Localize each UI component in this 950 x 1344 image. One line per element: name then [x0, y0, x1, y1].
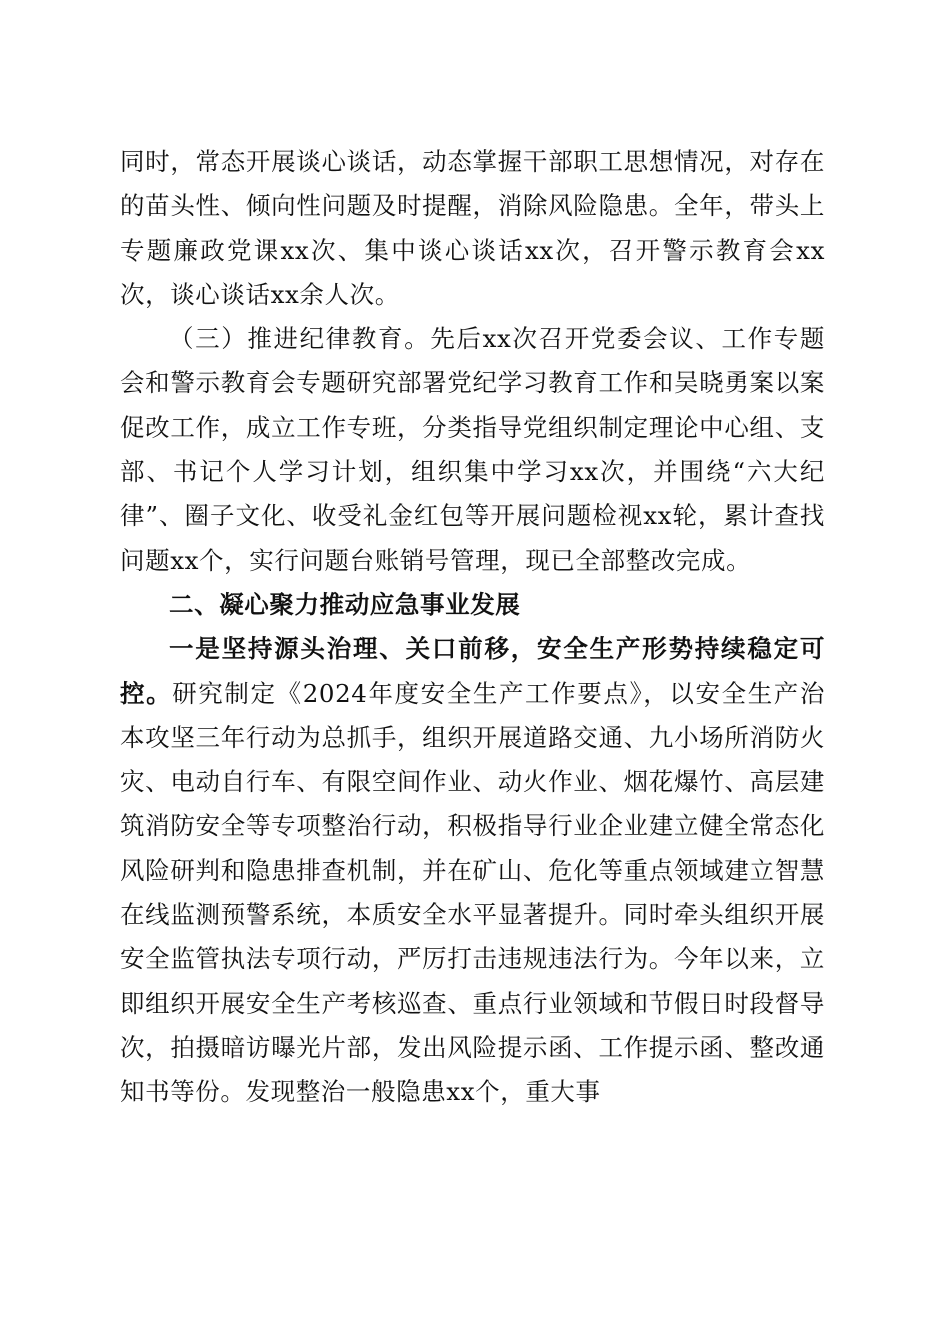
paragraph-lead: （三）推进纪律教育。: [169, 324, 431, 354]
section-heading: 二、凝心聚力推动应急事业发展: [169, 589, 521, 619]
paragraph-lead: 一是坚持源头治理、关口前移，安全生产形势持续稳定可控。: [120, 634, 825, 708]
paragraph-text: 同时，常态开展谈心谈话，动态掌握干部职工思想情况，对存在的苗头性、倾向性问题及时提醒，消除风险隐患。全年，带头上专题廉政党课xx次、集中谈心谈话xx次，召开警示教育会xx次，谈心谈话xx余人次。: [120, 147, 825, 309]
document-body: [120, 140, 825, 1115]
paragraph-talks-summary: [120, 140, 825, 317]
paragraph-text: 研究制定《2024年度安全生产工作要点》，以安全生产治本攻坚三年行动为总抓手，组织开展道路交通、九小场所消防火灾、电动自行车、有限空间作业、动火作业、烟花爆竹、高层建筑消防安全等专项整治行动，积极指导行业企业建立健全常态化风险研判和隐患排查机制，并在矿山、危化等重点领域建立智慧在线监测预警系统，本质安全水平显著提升。同时牵头组织开展安全监管执法专项行动，严厉打击违规违法行为。今年以来，立即组织开展安全生产考核巡查、重点行业领域和节假日时段督导次，拍摄暗访曝光片部，发出风险提示函、工作提示函、整改通知书等份。发现整治一般隐患xx个，重大事: [120, 678, 825, 1107]
paragraph-source-governance: [120, 627, 825, 1114]
paragraph-discipline-education: [120, 317, 825, 583]
paragraph-text: 先后xx次召开党委会议、工作专题会和警示教育会专题研究部署党纪学习教育工作和吴晓勇案以案促改工作，成立工作专班，分类指导党组织制定理论中心组、支部、书记个人学习计划，组织集中学习xx次，并围绕“六大纪律”、圈子文化、收受礼金红包等开展问题检视xx轮，累计查找问题xx个，实行问题台账销号管理，现已全部整改完成。: [120, 324, 826, 575]
